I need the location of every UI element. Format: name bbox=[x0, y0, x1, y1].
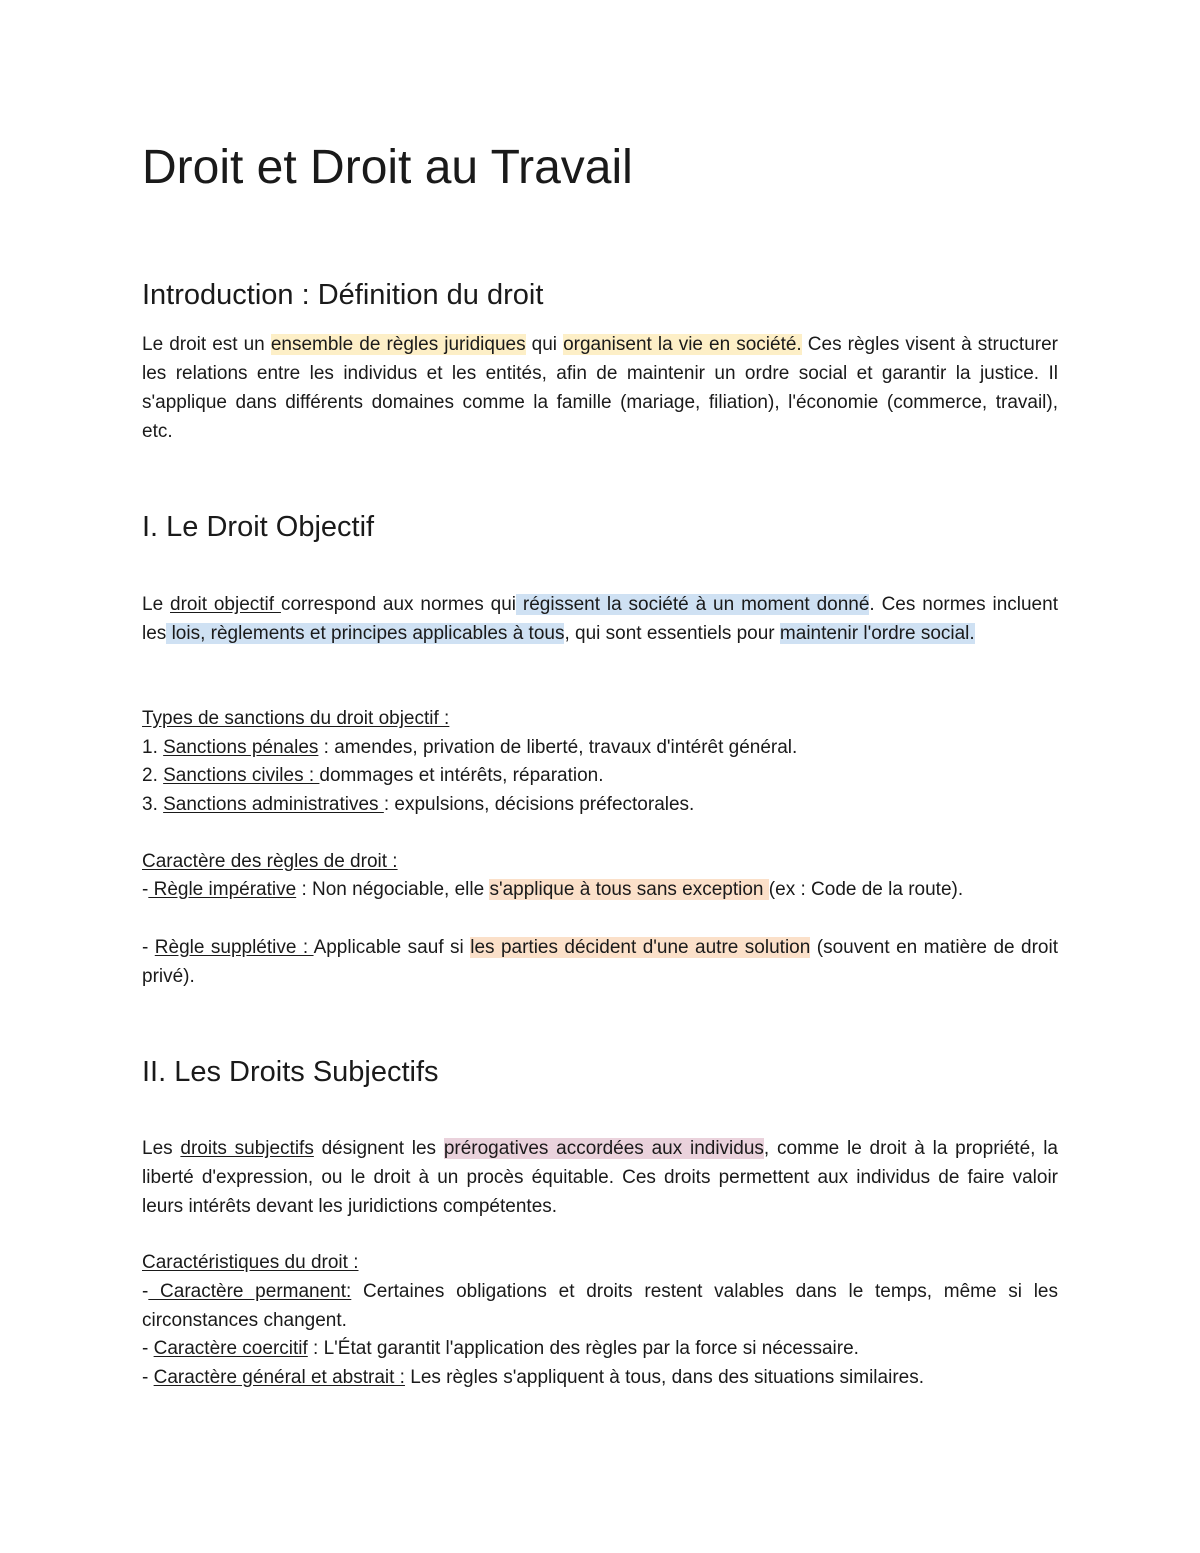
section2-text-b: désignent les bbox=[313, 1138, 444, 1159]
sanction-item-1-num: 1. bbox=[142, 737, 164, 758]
caractere-item-1-text-a: : Non négociable, elle bbox=[296, 879, 490, 900]
caractere-item-imperative bbox=[142, 875, 1058, 904]
section1-text-a: Le bbox=[142, 594, 171, 615]
section2-highlight: prérogatives accordées aux individus bbox=[443, 1138, 764, 1159]
sanction-item-1-text: : amendes, privation de liberté, travaux d'intérêt général. bbox=[318, 737, 798, 758]
caractere-item-1-term: Règle impérative bbox=[148, 879, 297, 900]
section1-text-c: . Ces normes incluent les bbox=[142, 594, 1058, 644]
sanction-item-2-text: dommages et intérêts, réparation. bbox=[319, 765, 604, 786]
intro-heading: Introduction : Définition du droit bbox=[142, 279, 544, 311]
section1-highlight-1: régissent la société à un moment donné bbox=[516, 594, 870, 615]
section1-term-droit-objectif: droit objectif bbox=[170, 594, 281, 615]
caractere-item-2-text-b: (souvent en matière de droit privé). bbox=[142, 937, 1058, 987]
caractere-item-2-highlight: les parties décident d'une autre solution bbox=[470, 937, 811, 958]
sanction-item-2-term: Sanctions civiles : bbox=[163, 765, 320, 786]
section1-highlight-2: lois, règlements et principes applicables à tous bbox=[166, 623, 565, 644]
sanction-item-1 bbox=[142, 733, 797, 762]
caracteristique-item-general bbox=[142, 1363, 924, 1392]
intro-highlight-rules: ensemble de règles juridiques bbox=[270, 334, 526, 355]
caracteristiques-heading: Caractéristiques du droit : bbox=[142, 1252, 359, 1273]
carac-item-1-dash: - bbox=[142, 1281, 149, 1302]
caractere-item-2-text-a: Applicable sauf si bbox=[313, 937, 471, 958]
section1-text-d: , qui sont essentiels pour bbox=[564, 623, 780, 644]
sanction-item-3-text: : expulsions, décisions préfectorales. bbox=[383, 794, 695, 815]
caracteristique-item-coercitif bbox=[142, 1334, 859, 1363]
section2-term-droits-subjectifs: droits subjectifs bbox=[180, 1138, 314, 1159]
caractere-item-suppletive bbox=[142, 933, 1058, 991]
sanction-item-1-term: Sanctions pénales bbox=[163, 737, 319, 758]
caractere-item-1-dash: - bbox=[142, 879, 149, 900]
section2-text-c: , comme le droit à la propriété, la liberté d'expression, ou le droit à un procès équitable. Ces droits permettent aux individus de faire valoir leurs intérêts devant les juridictions compétentes. bbox=[142, 1138, 1058, 1217]
carac-item-2-text: : L'État garantit l'application des règles par la force si nécessaire. bbox=[307, 1338, 859, 1359]
caractere-item-1-text-b: (ex : Code de la route). bbox=[768, 879, 964, 900]
section1-highlight-3: maintenir l'ordre social. bbox=[779, 623, 975, 644]
section1-paragraph bbox=[142, 590, 1058, 648]
section1-text-b: correspond aux normes qui bbox=[280, 594, 516, 615]
carac-item-3-text: Les règles s'appliquent à tous, dans des situations similaires. bbox=[404, 1367, 924, 1388]
caractere-item-2-term: Règle supplétive : bbox=[154, 937, 314, 958]
document-title: Droit et Droit au Travail bbox=[142, 141, 633, 194]
intro-text-c: Ces règles visent à structurer les relations entre les individus et les entités, afin de maintenir un ordre social et garantir la justice. Il s'applique dans différents domaines comme la famille (mariage, filiation), l'économie (commerce, travail), etc. bbox=[142, 334, 1058, 442]
carac-item-3-dash: - bbox=[142, 1367, 154, 1388]
sanctions-heading: Types de sanctions du droit objectif : bbox=[142, 708, 450, 729]
caractere-item-2-dash: - bbox=[142, 937, 155, 958]
section1-heading: I. Le Droit Objectif bbox=[142, 511, 375, 543]
carac-item-1-text: Certaines obligations et droits restent valables dans le temps, même si les circonstances changent. bbox=[142, 1281, 1059, 1331]
sanction-item-3-num: 3. bbox=[142, 794, 164, 815]
caractere-item-1-highlight: s'applique à tous sans exception bbox=[489, 879, 769, 900]
carac-item-1-term: Caractère permanent: bbox=[148, 1281, 352, 1302]
intro-paragraph bbox=[142, 330, 1058, 446]
caracteristique-item-permanent bbox=[142, 1277, 1058, 1335]
intro-highlight-society: organisent la vie en société. bbox=[563, 334, 802, 355]
section2-text-a: Les bbox=[142, 1138, 181, 1159]
carac-item-3-term: Caractère général et abstrait : bbox=[153, 1367, 405, 1388]
sanction-item-2-num: 2. bbox=[142, 765, 164, 786]
sanction-item-2 bbox=[142, 761, 604, 790]
carac-item-2-dash: - bbox=[142, 1338, 154, 1359]
sanction-item-3 bbox=[142, 790, 694, 819]
intro-text-a: Le droit est un bbox=[142, 334, 271, 355]
section2-heading: II. Les Droits Subjectifs bbox=[142, 1056, 439, 1088]
intro-text-b: qui bbox=[525, 334, 564, 355]
carac-item-2-term: Caractère coercitif bbox=[153, 1338, 308, 1359]
sanction-item-3-term: Sanctions administratives bbox=[163, 794, 384, 815]
section2-paragraph bbox=[142, 1134, 1058, 1221]
caractere-heading: Caractère des règles de droit : bbox=[142, 851, 398, 872]
